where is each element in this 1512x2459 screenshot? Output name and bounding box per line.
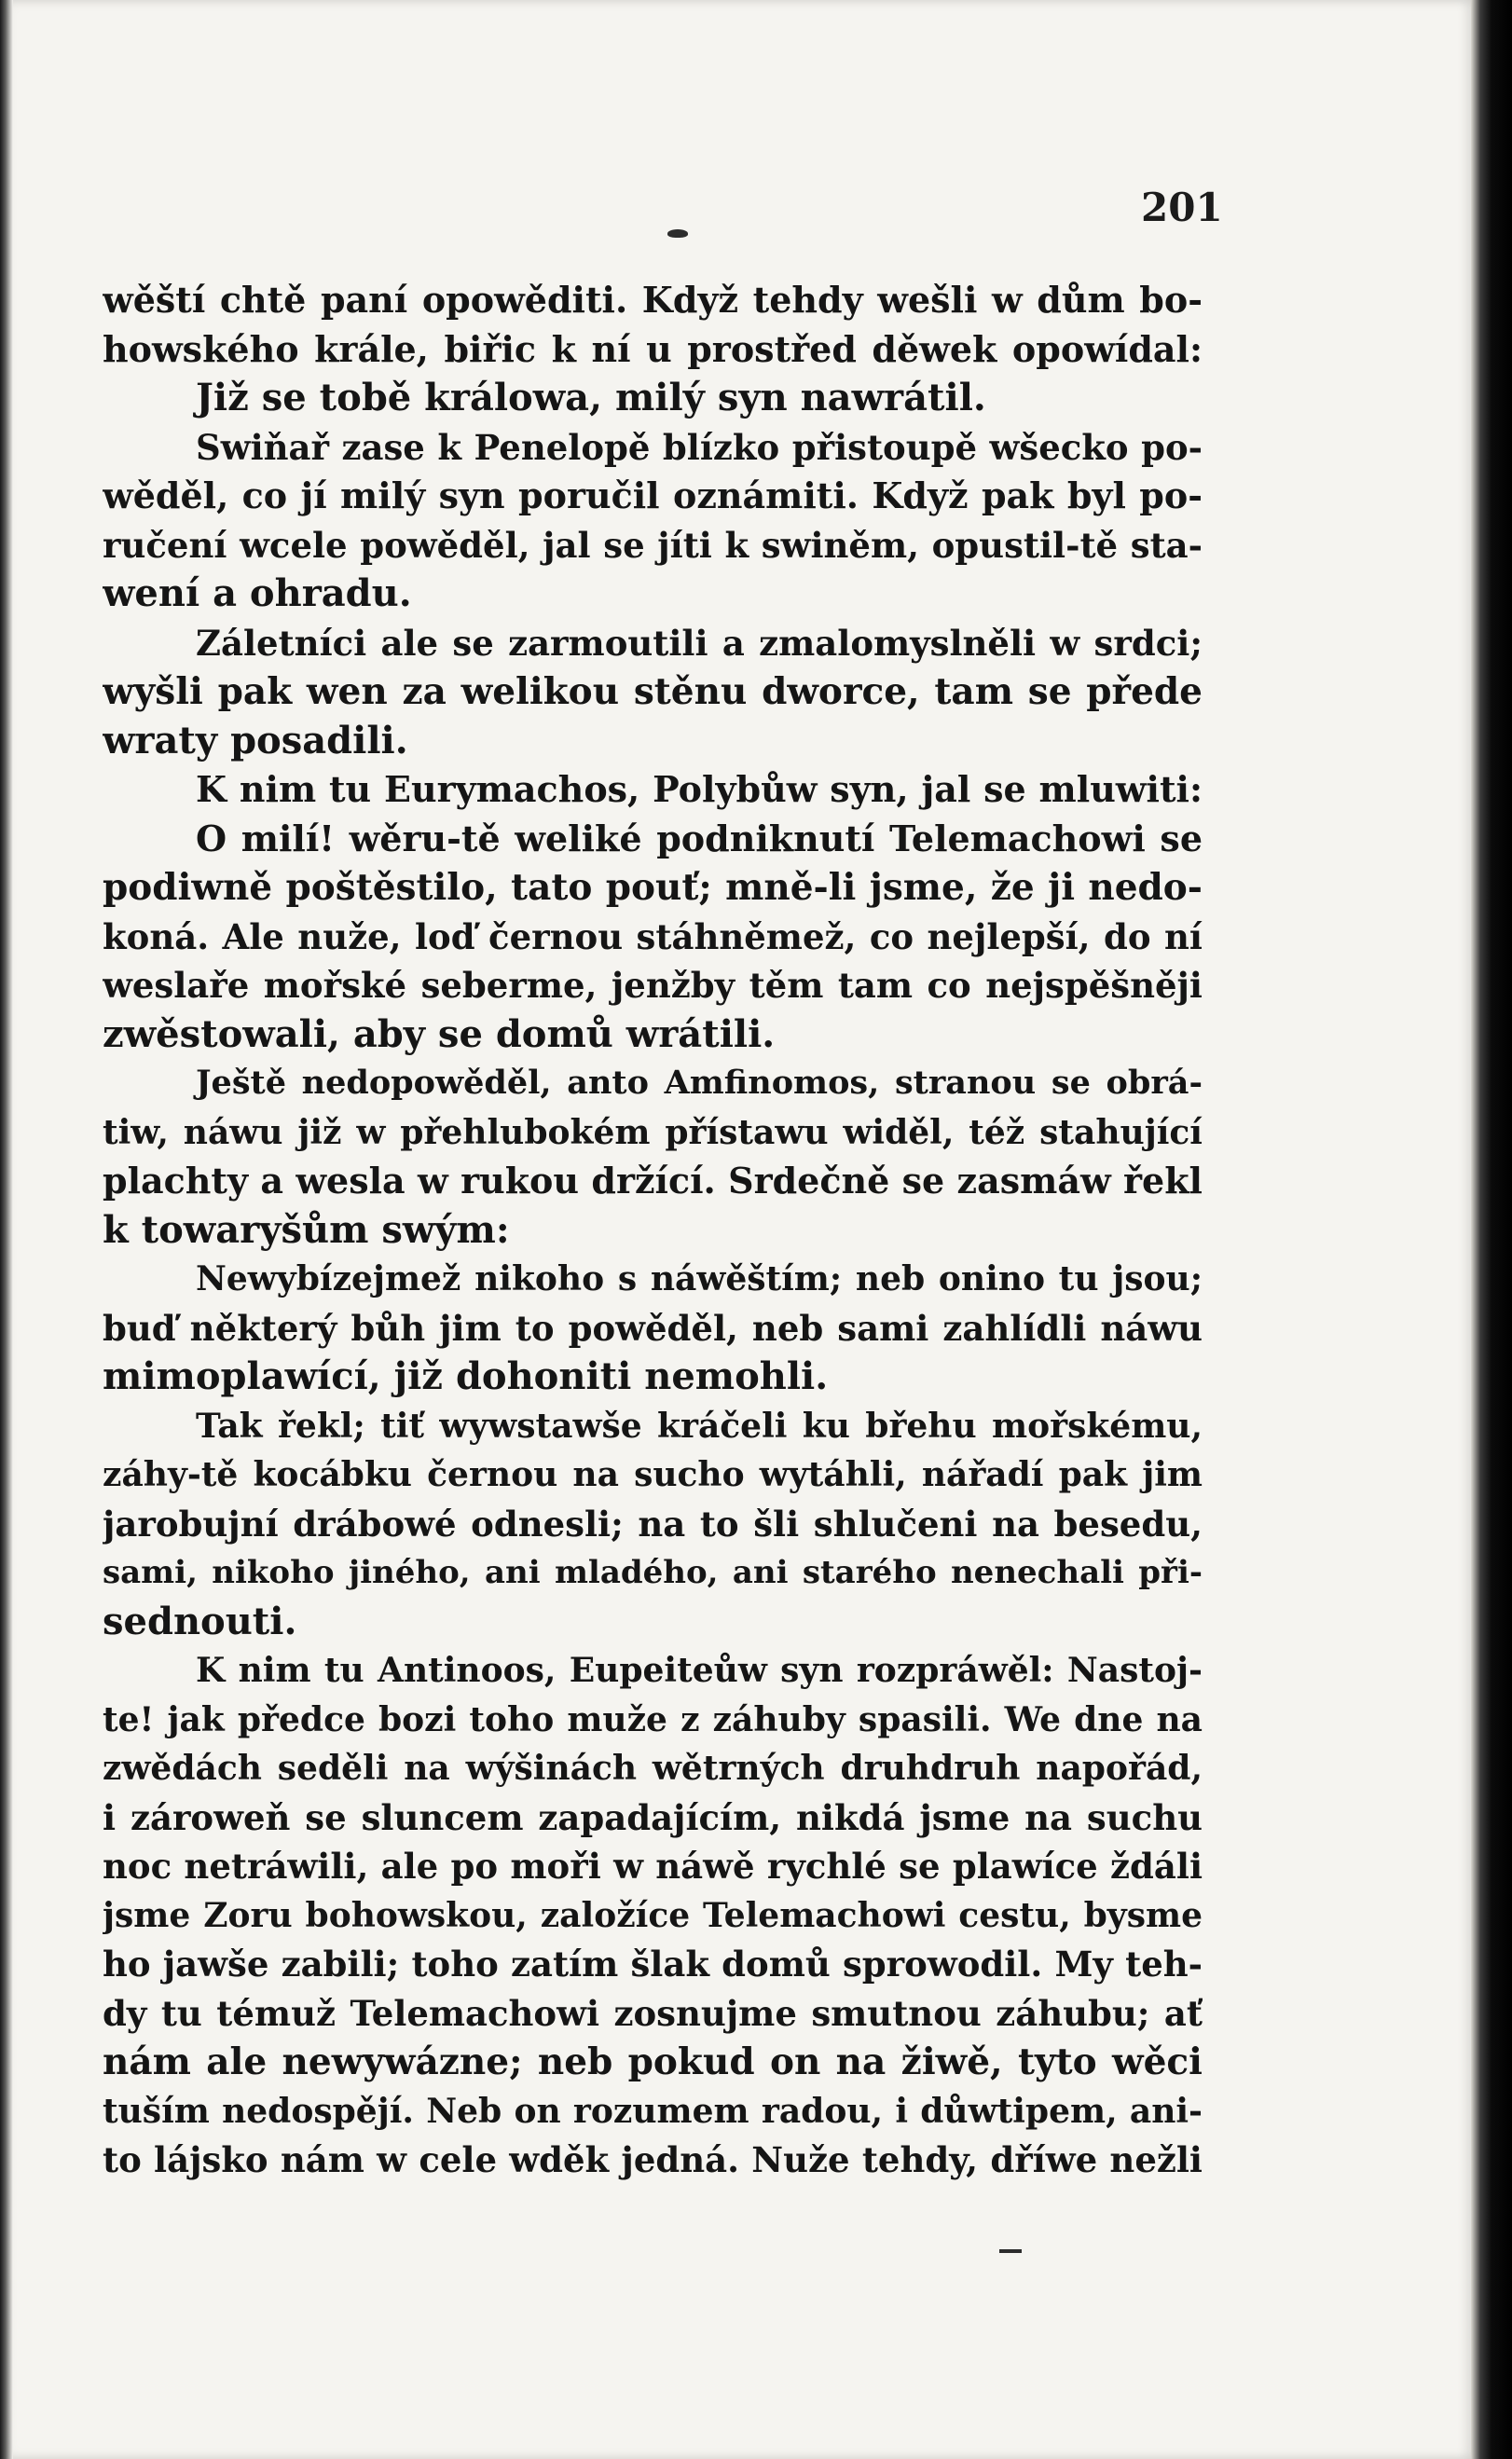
text-line: mimoplawící, již dohoniti nemohli. bbox=[103, 1354, 829, 1398]
text-line: wraty posadili. bbox=[103, 718, 408, 762]
ink-smudge bbox=[667, 229, 688, 238]
text-line: wení a ohradu. bbox=[103, 571, 412, 615]
text-line: sami, nikoho jiného, ani mladého, ani starého nenechali při- bbox=[103, 1554, 1203, 1591]
text-line: nám ale newywázne; neb pokud on na žiwě, tyto wěci bbox=[103, 2040, 1203, 2083]
text-line: wěští chtě paní opowěditi. Když tehdy wešli w dům bo- bbox=[103, 279, 1203, 321]
text-line: Newybízejmež nikoho s náwěštím; neb onino tu jsou; bbox=[196, 1259, 1203, 1298]
text-line: Swiňař zase k Penelopě blízko přistoupě wšecko po- bbox=[196, 426, 1203, 468]
text-line: zwěstowali, aby se domů wrátili. bbox=[103, 1011, 776, 1056]
text-line: wěděl, co jí milý syn poručil oznámiti. Když pak byl po- bbox=[103, 474, 1203, 516]
text-line: wyšli pak wen za welikou stěnu dworce, tam se přede bbox=[103, 670, 1203, 713]
book-spine bbox=[1471, 0, 1512, 2459]
text-line: tuším nedospějí. Neb on rozumem radou, i důwtipem, ani- bbox=[103, 2091, 1203, 2131]
page-left-edge bbox=[0, 0, 13, 2459]
text-line: plachty a wesla w rukou držící. Srdečně se zasmáw řekl bbox=[103, 1160, 1203, 1202]
ink-dash bbox=[999, 2249, 1022, 2253]
text-line: dy tu témuž Telemachowi zosnujme smutnou záhubu; ať bbox=[103, 1992, 1203, 2034]
text-line: ho jawše zabili; toho zatím šlak domů sprowodil. My teh- bbox=[103, 1944, 1203, 1985]
text-line: k towaryšům swým: bbox=[103, 1207, 510, 1252]
text-line: koná. Ale nuže, loď černou stáhněmež, co nejlepší, do ní bbox=[103, 915, 1203, 957]
text-line: sednouti. bbox=[103, 1599, 297, 1643]
text-line: to lájsko nám w cele wděk jedná. Nuže tehdy, dříwe nežli bbox=[103, 2139, 1203, 2180]
text-line: weslaře mořské seberme, jenžby těm tam co nejspěšněji bbox=[103, 965, 1203, 1006]
text-line: jarobujní drábowé odnesli; na to šli shlučeni na besedu, bbox=[103, 1503, 1203, 1545]
text-line: zwědách seděli na wýšinách wětrných druhdruh napořád, bbox=[103, 1749, 1203, 1788]
text-line: i zároweň se sluncem zapadajícím, nikdá jsme na suchu bbox=[103, 1796, 1203, 1838]
text-line: Ještě nedopowěděl, anto Amfinomos, stranou se obrá- bbox=[196, 1064, 1203, 1102]
text-line: tiw, náwu již w přehlubokém přístawu widěl, též stahující bbox=[103, 1112, 1203, 1152]
body-text bbox=[103, 276, 1203, 2185]
text-line: záhy-tě kocábku černou na sucho wytáhli, nářadí pak jim bbox=[103, 1455, 1203, 1494]
text-line: Tak řekl; tiť wywstawše kráčeli ku břehu mořskému, bbox=[196, 1406, 1203, 1446]
text-line: K nim tu Eurymachos, Polybůw syn, jal se mluwiti: bbox=[196, 768, 1203, 810]
text-line: noc netráwili, ale po moři w náwě rychlé se plawíce ždáli bbox=[103, 1846, 1203, 1887]
text-line: O milí! wěru-tě weliké podniknutí Telemachowi se bbox=[196, 817, 1203, 859]
text-line: Záletníci ale se zarmoutili a zmalomyslněli w srdci; bbox=[196, 622, 1203, 664]
text-line: buď některý bůh jim to powěděl, neb sami zahlídli náwu bbox=[103, 1307, 1203, 1349]
text-line: jsme Zoru bohowskou, založíce Telemachowi cestu, bysme bbox=[103, 1895, 1203, 1935]
text-line: ručení wcele powěděl, jal se jíti k swiněm, opustil-tě sta- bbox=[103, 524, 1203, 566]
page-number: 201 bbox=[1141, 185, 1223, 230]
text-line: howského krále, biřic k ní u prostřed děwek opowídal: bbox=[103, 327, 1203, 370]
text-line: te! jak předce bozi toho muže z záhuby spasili. We dne na bbox=[103, 1699, 1203, 1739]
text-line: K nim tu Antinoos, Eupeiteůw syn rozpráwěl: Nastoj- bbox=[196, 1651, 1203, 1690]
text-line: Již se tobě králowa, milý syn nawrátil. bbox=[196, 376, 986, 419]
text-line: podiwně poštěstilo, tato pouť; mně-li jsme, že ji nedo- bbox=[103, 866, 1203, 909]
